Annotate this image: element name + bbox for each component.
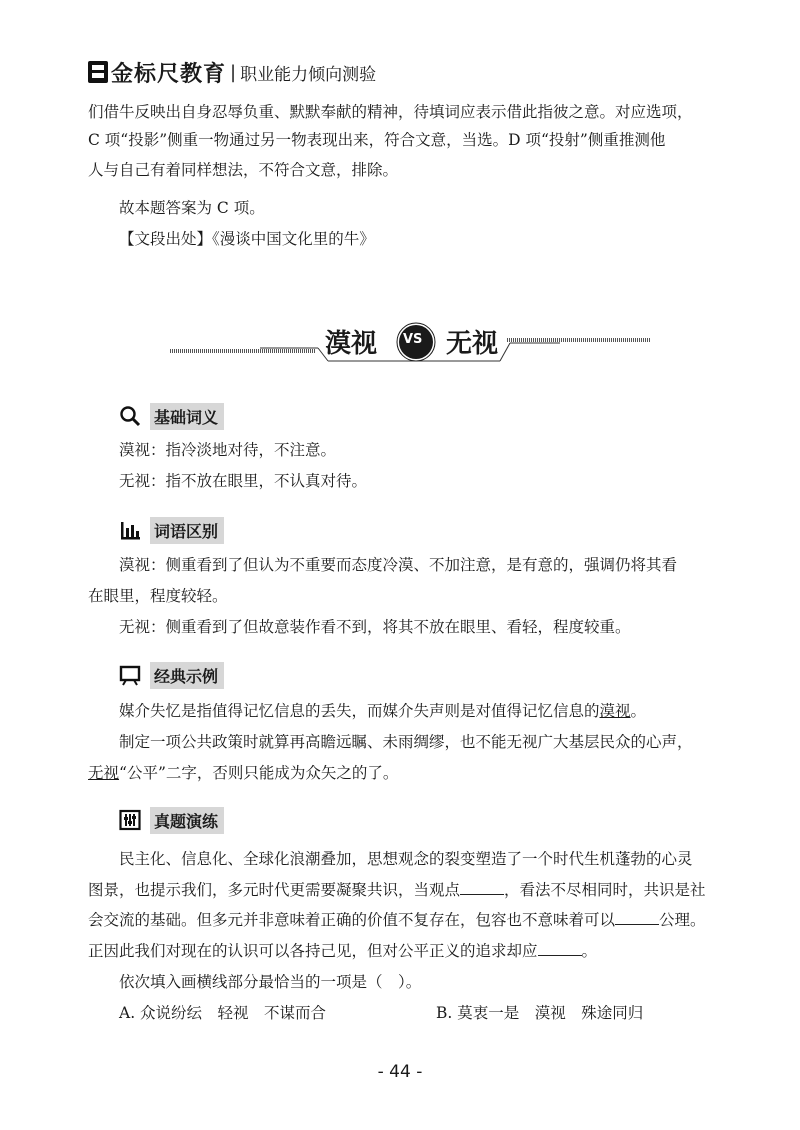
- magnifier-icon: [118, 404, 142, 428]
- brand-name: 金标尺教育: [111, 61, 227, 87]
- practice-line-1: 民主化、信息化、全球化浪潮叠加，思想观念的裂变塑造了一个时代生机蓬勃的心灵: [119, 850, 693, 868]
- section-diff-title: 词语区别: [150, 517, 224, 544]
- blank-2: [615, 910, 659, 925]
- practice-line-4-b: 。: [581, 942, 598, 960]
- header-subtitle: 职业能力倾向测验: [240, 64, 377, 85]
- bar-chart-icon: [118, 518, 142, 542]
- header-separator: |: [230, 61, 237, 83]
- section-basic-heading: [118, 402, 224, 430]
- blank-1: [460, 880, 504, 895]
- example-2-line-2: [88, 759, 398, 787]
- option-a: A. 众说纷纭 轻视 不谋而合: [119, 1004, 327, 1022]
- practice-line-3: [88, 906, 706, 934]
- brand-logo-icon: [88, 61, 108, 83]
- practice-question: 依次填入画横线部分最恰当的一项是（ ）。: [119, 973, 422, 991]
- practice-line-3-a: 会交流的基础。但多元并非意味着正确的价值不复存在，包容也不意味着可以: [88, 911, 616, 929]
- banner-right-word: 无视: [446, 329, 499, 359]
- blank-3: [538, 941, 582, 956]
- practice-line-4-a: 正因此我们对现在的认识可以各持己见，但对公平正义的追求却应: [88, 942, 538, 960]
- diff-item-1-line-2: 在眼里，程度较轻。: [88, 587, 228, 605]
- practice-line-2-a: 图景，也提示我们，多元时代更需要凝聚共识，当观点: [88, 881, 461, 899]
- equalizer-icon: [118, 808, 142, 832]
- example-1-end: 。: [630, 702, 647, 720]
- section-practice-title: 真题演练: [150, 807, 224, 834]
- example-1-text: 媒介失忆是指值得记忆信息的丢失，而媒介失声则是对值得记忆信息的: [119, 702, 600, 720]
- practice-line-2-b: ，看法不尽相同时，共识是社: [504, 881, 706, 899]
- example-2-line-1: 制定一项公共政策时就算再高瞻远瞩、未雨绸缪，也不能无视广大基层民众的心声，: [119, 733, 693, 751]
- basic-definition-1: 漠视：指冷淡地对待，不注意。: [119, 441, 337, 459]
- example-2-keyword: 无视: [88, 764, 120, 782]
- vs-badge: VS: [403, 332, 423, 347]
- intro-line-1: 们借牛反映出自身忍辱负重、默默奉献的精神，待填词应表示借此指彼之意。对应选项，: [88, 103, 693, 121]
- practice-line-4: [88, 937, 597, 965]
- presentation-board-icon: [118, 663, 142, 687]
- example-1: [119, 697, 646, 725]
- intro-line-2: C 项“投影”侧重一物通过另一物表现出来，符合文意，当选。D 项“投射”侧重推测他: [88, 131, 666, 149]
- example-1-keyword: 漠视: [599, 702, 631, 720]
- diff-item-2: 无视：侧重看到了但故意装作看不到，将其不放在眼里、看轻，程度较重。: [119, 618, 631, 636]
- section-practice-heading: [118, 806, 224, 834]
- diff-item-1-line-1: 漠视：侧重看到了但认为不重要而态度冷漠、不加注意，是有意的，强调仍将其看: [119, 556, 678, 574]
- example-2-text: “公平”二字，否则只能成为众矢之的了。: [119, 764, 399, 782]
- section-example-heading: [118, 661, 224, 689]
- page-header: [88, 56, 376, 88]
- section-basic-title: 基础词义: [150, 403, 224, 430]
- practice-line-3-b: 公理。: [659, 911, 706, 929]
- page-number: - 44 -: [377, 1062, 423, 1082]
- basic-definition-2: 无视：指不放在眼里，不认真对待。: [119, 472, 368, 490]
- comparison-banner: [170, 315, 650, 375]
- banner-left-word: 漠视: [325, 329, 378, 359]
- source-text: 【文段出处】《漫谈中国文化里的牛》: [119, 230, 375, 248]
- answer-text: 故本题答案为 C 项。: [119, 199, 265, 217]
- intro-line-3: 人与自己有着同样想法，不符合文意，排除。: [88, 161, 399, 179]
- practice-line-2: [88, 876, 706, 904]
- option-b: B. 莫衷一是 漠视 殊途同归: [436, 1004, 644, 1022]
- section-diff-heading: [118, 516, 224, 544]
- section-example-title: 经典示例: [150, 662, 224, 689]
